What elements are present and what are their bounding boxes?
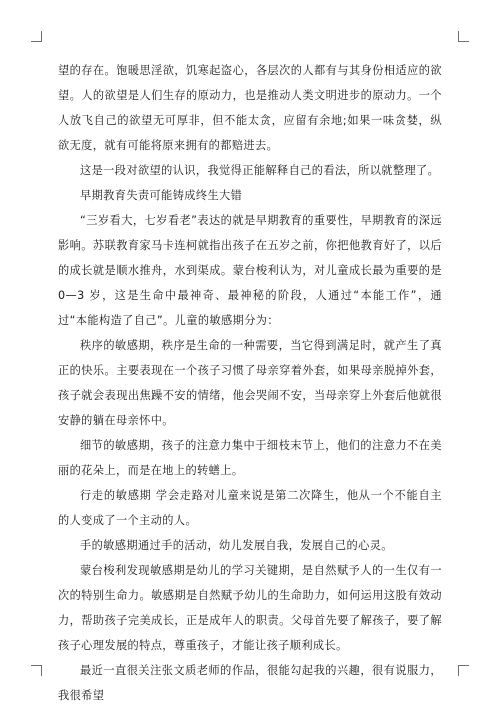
paragraph-hand-sensitive-period: 手的敏感期通过手的活动，幼儿发展自我，发展自己的心灵。 [80,539,393,552]
paragraph-detail-sensitive-period: 细节的敏感期，孩子的注意力集中于细枝末节上，他们的注意力不在美丽的花朵上，而是在地上的转蟮上。 [58,439,442,477]
crop-mark-bottom-right [458,665,469,676]
body-text [58,58,442,708]
crop-mark-top-right [458,31,469,42]
paragraph-order-sensitive-period: 秩序的敏感期，秩序是生命的一种需要，当它得到满足时，就产生了真正的快乐。主要表现在一个孩子习惯了母亲穿着外套，如果母亲脱掉外套，孩子就会表现出焦躁不安的情绪，他会哭闹不安，当母亲穿上外套后他就很安静的躺在母亲怀中。 [58,339,442,427]
section-heading: 早期教育失责可能铸成终生大错 [80,189,243,202]
paragraph-continued: 望的存在。饱暖思淫欲，饥寒起盗心，各层次的人都有与其身份相适应的欲望。人的欲望是人们生存的原动力，也是推动人类文明进步的原动力。一个人放飞自己的欲望无可厚非，但不能太贪，应留有余地;如果一味贪婪，纵欲无度，就有可能将原来拥有的都赔进去。 [58,64,442,152]
paragraph-reflection: 这是一段对欲望的认识，我觉得正能解释自己的看法，所以就整理了。 [80,164,440,177]
paragraph-montessori-findings: 蒙台梭利发现敏感期是幼儿的学习关键期，是自然赋予人的一生仅有一次的特别生命力。敏感期是自然赋予幼儿的生命助力，如何运用这股有效动力，帮助孩子完美成长，正是成年人的职责。父母首先要了解孩子，要了解孩子心理发展的特点，尊重孩子，才能让孩子顺利成长。 [58,564,442,652]
paragraph-early-education: “三岁看大，七岁看老”表达的就是早期教育的重要性，早期教育的深远影响。苏联教育家马卡连柯就指出孩子在五岁之前，你把他教育好了，以后的成长就是顺水推舟，水到渠成。蒙台梭利认为，对儿童成长最为重要的是 0—3 岁，这是生命中最神奇、最神秘的阶段，人通过“本能工作”，通过“本能构造了自己”。儿童的敏感期分为： [58,214,442,327]
crop-mark-top-left [31,31,42,42]
paragraph-walking-sensitive-period: 行走的敏感期 学会走路对儿童来说是第二次降生，他从一个不能自主的人变成了一个主动的人。 [58,489,442,527]
paragraph-closing: 最近一直很关注张文质老师的作品，很能勾起我的兴趣，很有说服力，我很希望 [58,664,442,702]
crop-mark-bottom-left [31,665,42,676]
